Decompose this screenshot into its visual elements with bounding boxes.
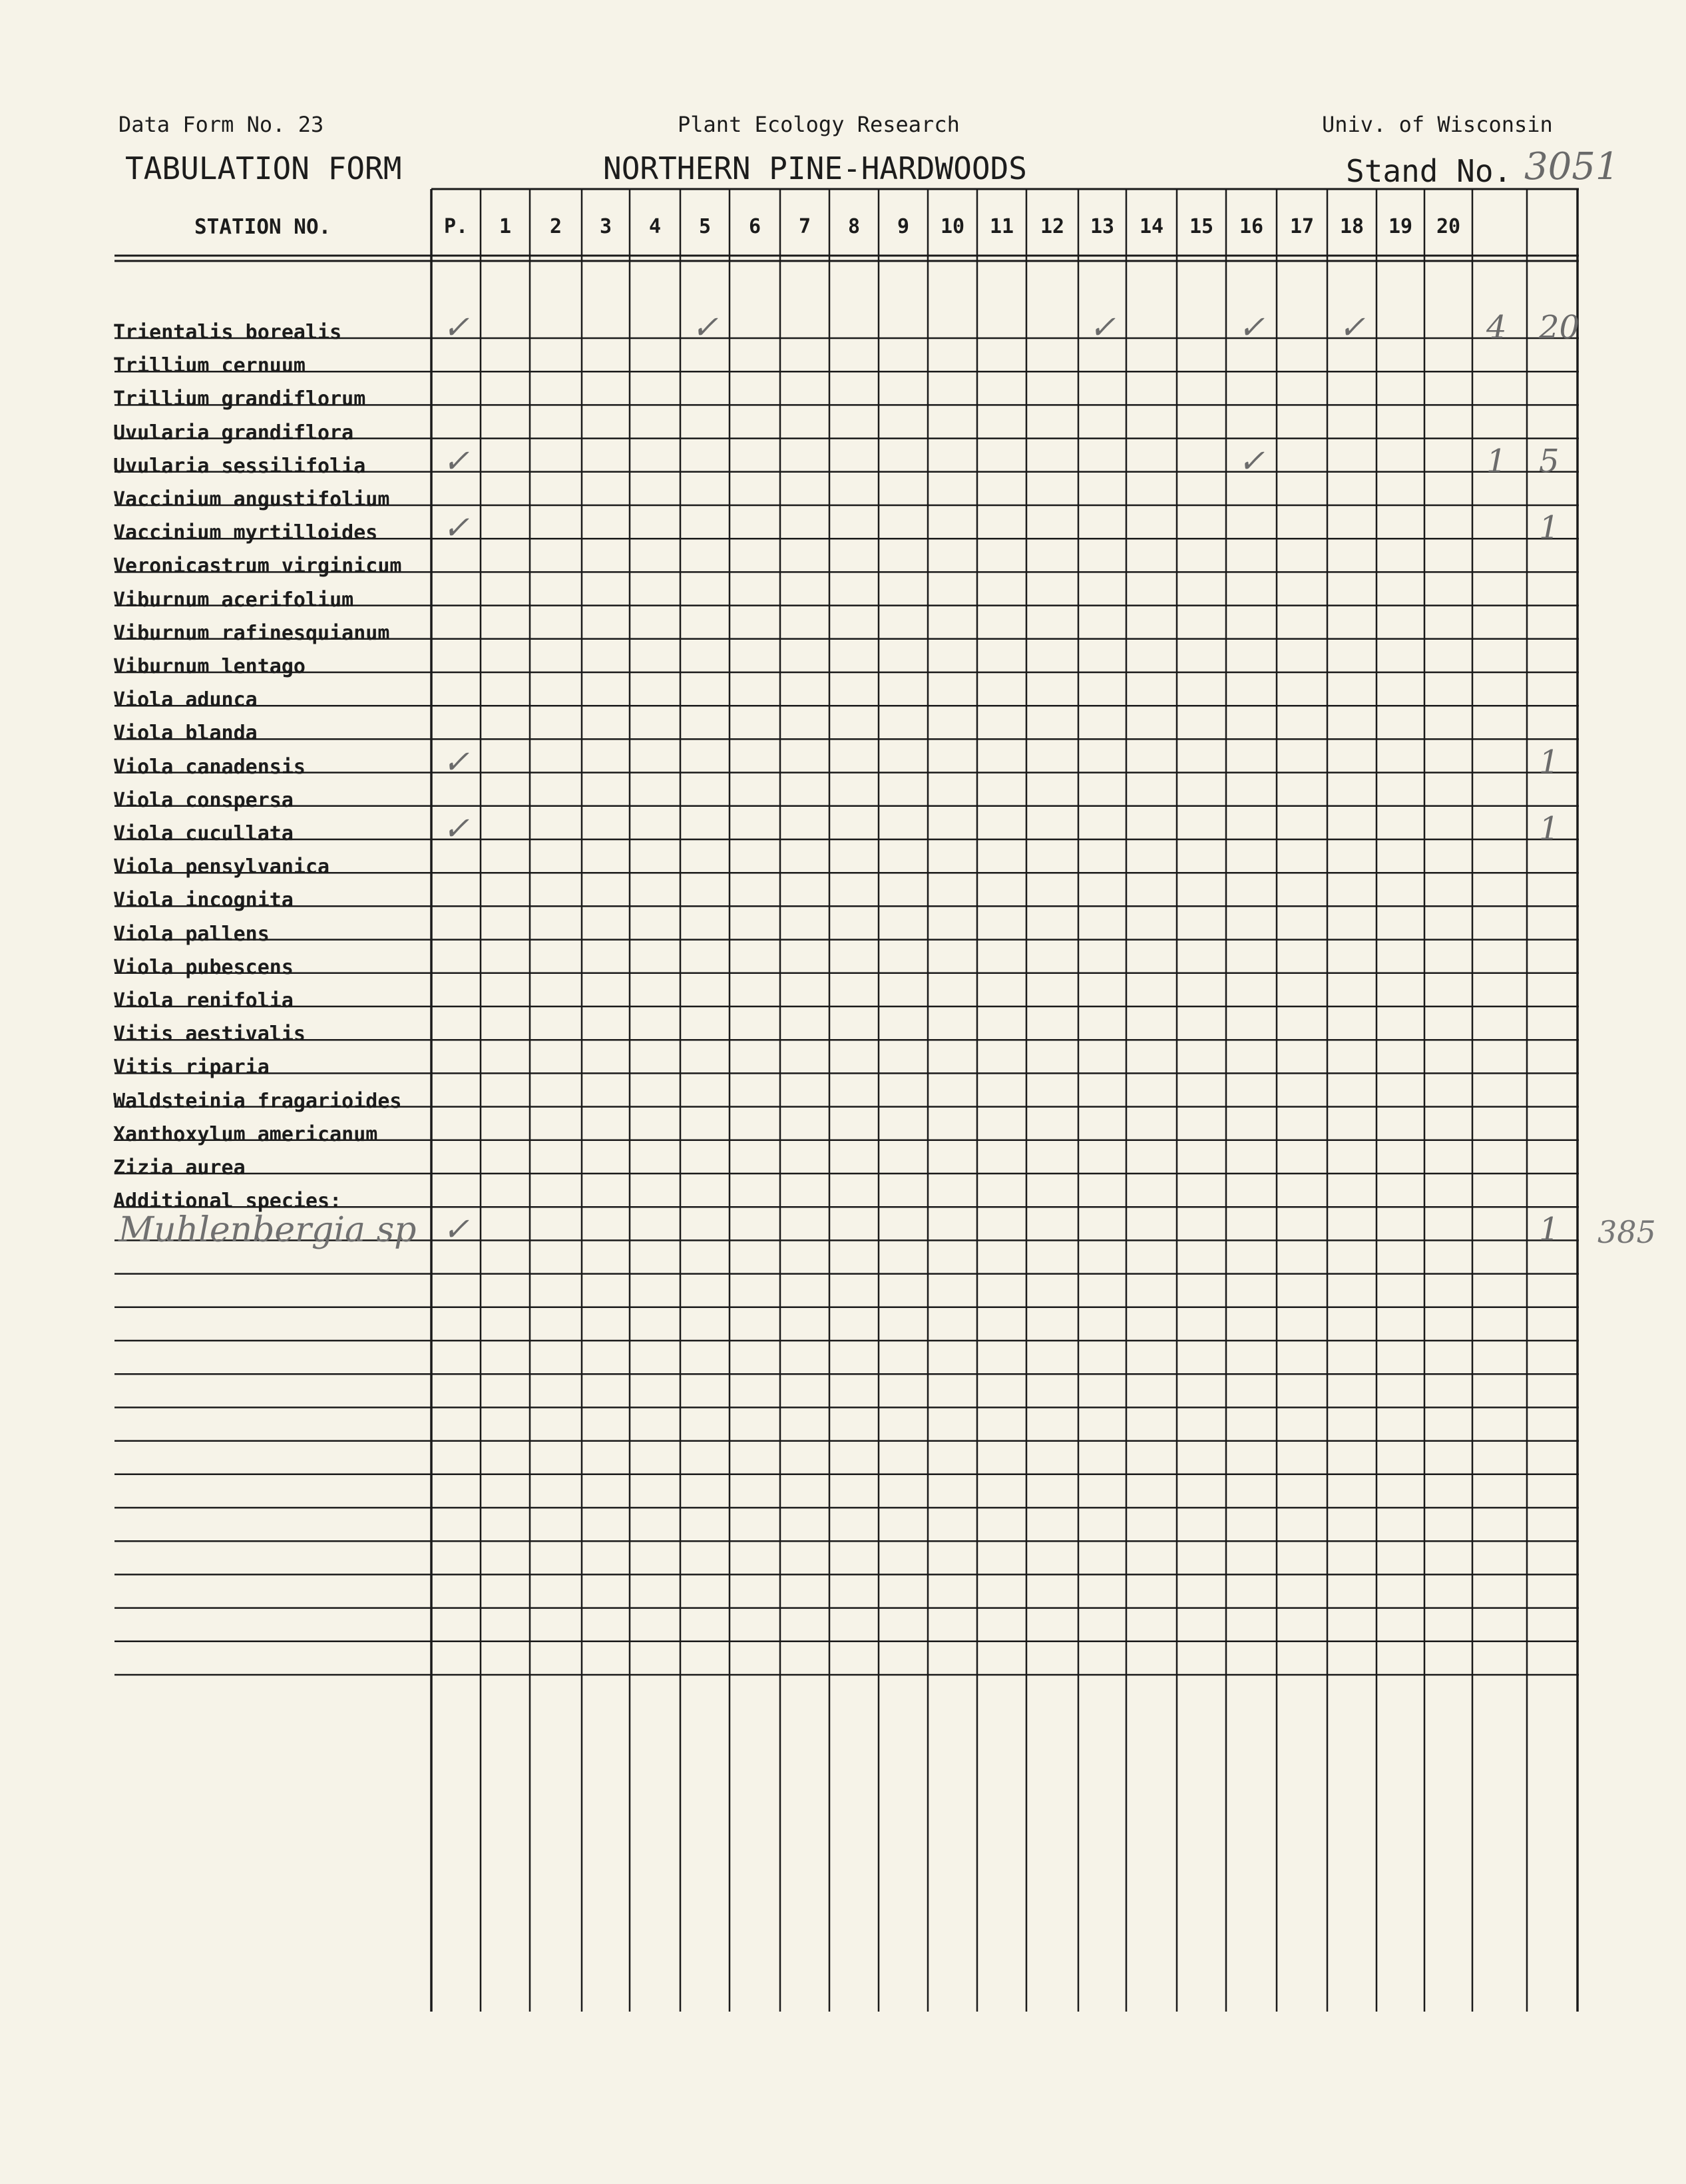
species-label: Zizia aurea bbox=[113, 1156, 246, 1180]
tally-value: 1 bbox=[1539, 1211, 1560, 1249]
tally-value: 1 bbox=[1539, 743, 1560, 781]
column-header-3: 3 bbox=[599, 215, 612, 238]
column-header-7: 7 bbox=[798, 215, 811, 238]
tally-value: 1 bbox=[1539, 509, 1560, 547]
organization: Plant Ecology Research bbox=[678, 112, 960, 137]
stand-number: 3051 bbox=[1524, 145, 1619, 188]
species-label: Viola incognita bbox=[113, 889, 294, 913]
check-mark-icon: ✓ bbox=[692, 309, 719, 346]
column-header-13: 13 bbox=[1090, 215, 1115, 238]
species-label: Viola pensylvanica bbox=[113, 855, 330, 879]
tally-value: 4 bbox=[1486, 309, 1507, 346]
species-label: Viola renifolia bbox=[113, 989, 294, 1012]
check-mark-icon: ✓ bbox=[443, 810, 470, 847]
column-header-12: 12 bbox=[1040, 215, 1065, 238]
species-label: Uvularia grandiflora bbox=[113, 421, 354, 445]
university: Univ. of Wisconsin bbox=[1322, 112, 1553, 137]
column-header-19: 19 bbox=[1388, 215, 1413, 238]
species-label: Trillium grandiflorum bbox=[113, 387, 366, 411]
tally-value: 20 bbox=[1539, 309, 1580, 346]
species-label: Vaccinium angustifolium bbox=[113, 488, 390, 511]
stand-label: Stand No. bbox=[1346, 153, 1512, 189]
column-header-20: 20 bbox=[1436, 215, 1461, 238]
column-header-4: 4 bbox=[648, 215, 662, 238]
station-header: STATION NO. bbox=[194, 215, 331, 239]
column-header-8: 8 bbox=[847, 215, 861, 238]
handwritten-species: Muhlenbergia sp bbox=[118, 1210, 417, 1250]
check-mark-icon: ✓ bbox=[1339, 309, 1366, 346]
tally-value: 1 bbox=[1539, 810, 1560, 847]
check-mark-icon: ✓ bbox=[1238, 442, 1265, 480]
column-header-1: 1 bbox=[499, 215, 512, 238]
tally-value: 1 bbox=[1486, 442, 1507, 480]
column-header-18: 18 bbox=[1339, 215, 1365, 238]
check-mark-icon: ✓ bbox=[443, 309, 470, 346]
column-header-11: 11 bbox=[989, 215, 1014, 238]
column-header-2: 2 bbox=[549, 215, 562, 238]
column-header-10: 10 bbox=[940, 215, 965, 238]
check-mark-icon: ✓ bbox=[443, 1211, 470, 1249]
species-label: Vitis aestivalis bbox=[113, 1022, 306, 1046]
species-label: Viola pubescens bbox=[113, 955, 294, 979]
species-label: Viola canadensis bbox=[113, 755, 306, 779]
species-label: Viburnum acerifolium bbox=[113, 588, 354, 612]
column-header-6: 6 bbox=[748, 215, 761, 238]
forest-type: NORTHERN PINE-HARDWOODS bbox=[603, 150, 1027, 186]
column-header-P.: P. bbox=[443, 215, 469, 238]
species-label: Vitis riparia bbox=[113, 1056, 270, 1080]
species-label: Veronicastrum virginicum bbox=[113, 554, 402, 578]
form-title: TABULATION FORM bbox=[125, 150, 402, 186]
form-number: Data Form No. 23 bbox=[118, 112, 324, 137]
check-mark-icon: ✓ bbox=[1089, 309, 1116, 346]
species-label: Viburnum lentago bbox=[113, 655, 306, 678]
species-label: Vaccinium myrtilloides bbox=[113, 521, 378, 545]
column-header-16: 16 bbox=[1239, 215, 1264, 238]
species-label: Uvularia sessilifolia bbox=[113, 454, 366, 478]
species-label: Viola adunca bbox=[113, 688, 258, 712]
check-mark-icon: ✓ bbox=[443, 509, 470, 547]
species-label: Viola cucullata bbox=[113, 822, 294, 845]
species-label: Trillium cernuum bbox=[113, 354, 306, 378]
check-mark-icon: ✓ bbox=[443, 743, 470, 781]
column-header-9: 9 bbox=[897, 215, 910, 238]
species-label: Additional species: bbox=[113, 1190, 342, 1213]
species-label: Trientalis borealis bbox=[113, 321, 342, 344]
check-mark-icon: ✓ bbox=[1238, 309, 1265, 346]
column-header-14: 14 bbox=[1139, 215, 1164, 238]
column-header-5: 5 bbox=[698, 215, 712, 238]
species-label: Viola blanda bbox=[113, 722, 258, 746]
tally-value: 5 bbox=[1539, 442, 1560, 480]
species-label: Viburnum rafinesquianum bbox=[113, 621, 390, 645]
check-mark-icon: ✓ bbox=[443, 442, 470, 480]
species-label: Viola pallens bbox=[113, 922, 270, 946]
species-label: Waldsteinia fragarioides bbox=[113, 1089, 402, 1113]
species-label: Xanthoxylum americanum bbox=[113, 1122, 378, 1146]
column-header-15: 15 bbox=[1189, 215, 1214, 238]
species-label: Viola conspersa bbox=[113, 788, 294, 812]
column-header-17: 17 bbox=[1289, 215, 1315, 238]
margin-note: 385 bbox=[1597, 1214, 1656, 1250]
